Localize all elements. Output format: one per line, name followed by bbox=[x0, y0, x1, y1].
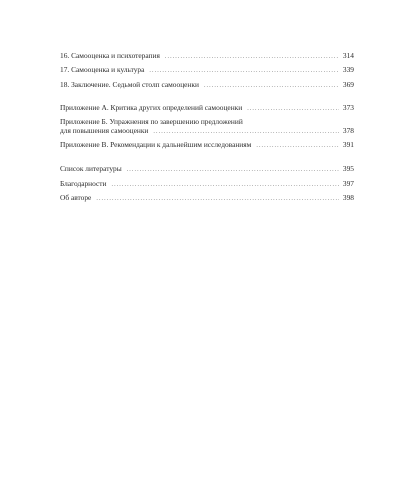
toc-group-backmatter bbox=[60, 165, 354, 204]
toc-entry-page: 373 bbox=[342, 102, 354, 112]
toc-leader-dots bbox=[256, 142, 339, 151]
toc-leader-dots bbox=[149, 67, 339, 76]
toc-entry-title: Благодарности bbox=[60, 178, 107, 188]
toc-entry-appendix-a[interactable] bbox=[60, 104, 354, 114]
toc-entry-title: 18. Заключение. Седьмой столп самооценки bbox=[60, 79, 199, 89]
toc-entry-page: 339 bbox=[342, 65, 354, 75]
table-of-contents bbox=[60, 52, 354, 216]
toc-entry-appendix-v[interactable] bbox=[60, 141, 354, 151]
toc-entry-title-line1: Приложение Б. Упражнения по завершению предложений bbox=[60, 117, 243, 127]
toc-entry-appendix-b[interactable] bbox=[60, 118, 354, 137]
toc-leader-dots bbox=[111, 181, 338, 190]
toc-entry-title: 16. Самооценка и психотерапия bbox=[60, 51, 160, 60]
toc-entry-title: Приложение В. Рекомендации к дальнейшим исследованиям bbox=[60, 140, 252, 150]
toc-entry-about-author[interactable] bbox=[60, 194, 354, 204]
toc-entry-page: 378 bbox=[342, 126, 354, 136]
toc-leader-dots bbox=[165, 53, 339, 62]
toc-leader-dots bbox=[247, 105, 339, 114]
toc-entry-title: для повышения самооценки bbox=[60, 126, 149, 136]
toc-entry-acknowledgements[interactable] bbox=[60, 180, 354, 190]
toc-entry-title: 17. Самооценка и культура bbox=[60, 65, 145, 75]
toc-leader-dots bbox=[127, 166, 339, 175]
toc-entry-page: 398 bbox=[342, 193, 354, 203]
toc-entry-page: 369 bbox=[342, 79, 354, 89]
toc-entry-page: 395 bbox=[342, 164, 354, 174]
toc-leader-dots bbox=[96, 195, 339, 204]
toc-entry-title: Приложение А. Критика других определений самооценки bbox=[60, 102, 243, 112]
toc-leader-dots bbox=[153, 128, 339, 137]
toc-group-appendices bbox=[60, 104, 354, 152]
toc-entry-page: 314 bbox=[342, 51, 354, 60]
toc-entry-bibliography[interactable] bbox=[60, 165, 354, 175]
toc-entry-page: 391 bbox=[342, 140, 354, 150]
toc-entry-title: Список литературы bbox=[60, 164, 122, 174]
toc-entry-chapter-18[interactable] bbox=[60, 81, 354, 91]
toc-entry-title: Об авторе bbox=[60, 193, 92, 203]
toc-group-chapters bbox=[60, 52, 354, 91]
toc-entry-chapter-17[interactable] bbox=[60, 66, 354, 76]
toc-entry-chapter-16[interactable] bbox=[60, 52, 354, 62]
toc-leader-dots bbox=[204, 82, 339, 91]
toc-entry-page: 397 bbox=[342, 178, 354, 188]
